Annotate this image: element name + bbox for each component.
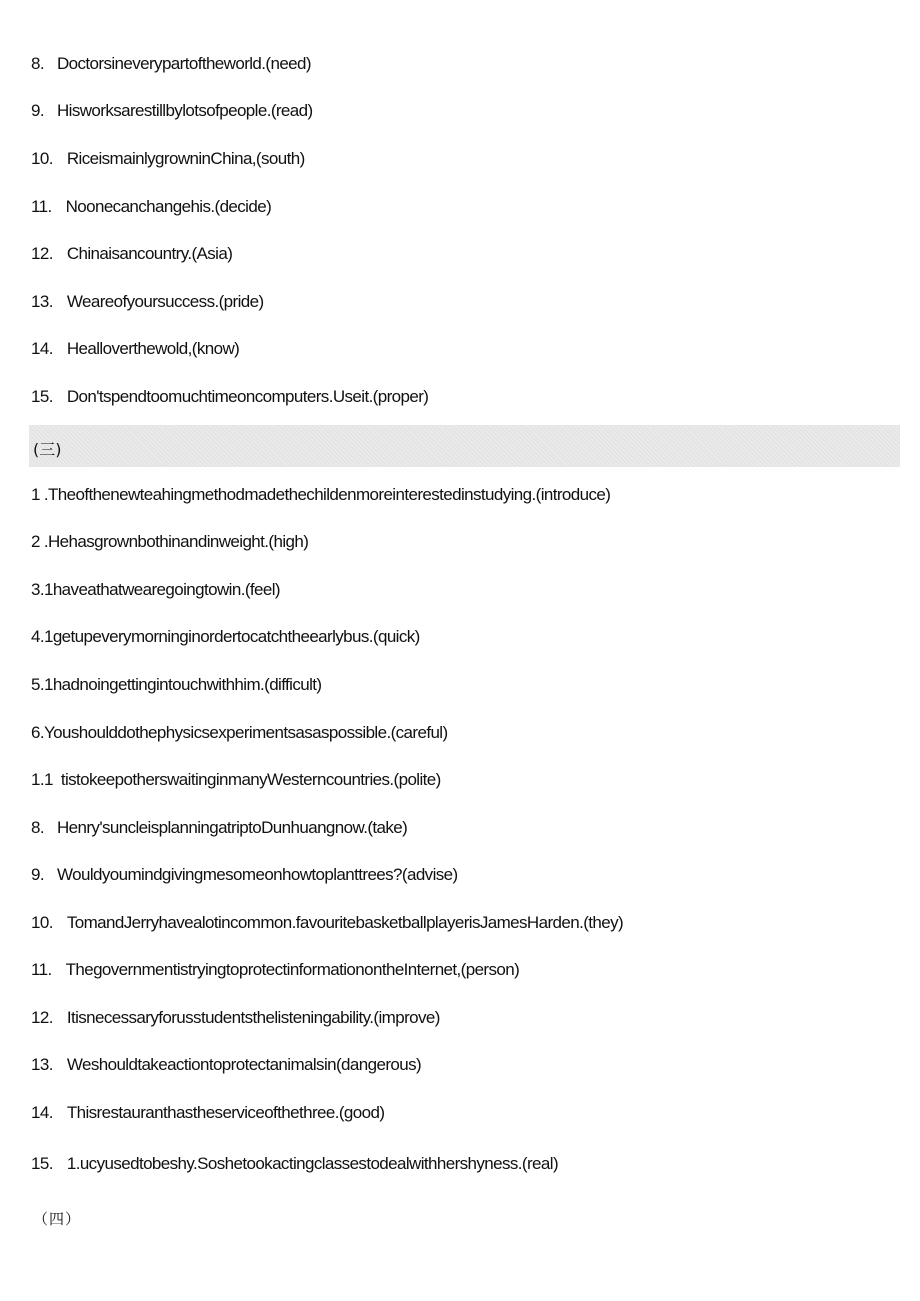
item-text: Don'tspendtoomuchtimeoncomputers.Useit.(proper) bbox=[66, 387, 429, 406]
item-text: 3.1haveathatwearegoingtowin.(feel) bbox=[31, 580, 280, 599]
item-text: RiceismainlygrowninChina,(south) bbox=[66, 149, 305, 168]
item-text: Wouldyoumindgivingmesomeonhowtoplanttrees?(advise) bbox=[56, 865, 458, 884]
item-number: 12. bbox=[31, 1008, 53, 1027]
item-number: 2 bbox=[31, 532, 40, 551]
exercise-line bbox=[31, 292, 264, 312]
exercise-line bbox=[31, 339, 239, 359]
exercise-line bbox=[31, 1154, 558, 1174]
item-number: 15. bbox=[31, 387, 53, 406]
item-number: 13. bbox=[31, 1055, 53, 1074]
item-text: Hisworksarestillbylotsofpeople.(read) bbox=[56, 101, 313, 120]
item-number: 13. bbox=[31, 292, 53, 311]
item-number: 8. bbox=[31, 54, 44, 73]
item-text: Weshouldtakeactiontoprotectanimalsin(dangerous) bbox=[66, 1055, 422, 1074]
item-number: 15. bbox=[31, 1154, 53, 1173]
exercise-line bbox=[31, 580, 280, 600]
item-text: .Theofthenewteahingmethodmadethechildenmoreinterestedinstudying.(introduce) bbox=[43, 485, 611, 504]
section-four-label: （四） bbox=[33, 1210, 82, 1228]
exercise-line bbox=[31, 1055, 421, 1075]
item-number: 11. bbox=[31, 197, 52, 216]
item-text: Henry'suncleisplanningatriptoDunhuangnow.(take) bbox=[56, 818, 408, 837]
item-number: 9. bbox=[31, 101, 44, 120]
item-text: 1.ucyusedtobeshy.Soshetookactingclassestodealwithhershyness.(real) bbox=[66, 1154, 559, 1173]
exercise-line bbox=[31, 723, 448, 743]
exercise-line bbox=[31, 485, 610, 505]
exercise-line bbox=[31, 960, 519, 980]
item-text: Healloverthewold,(know) bbox=[66, 339, 240, 358]
item-text: Doctorsineverypartoftheworld.(need) bbox=[56, 54, 311, 73]
item-number: 14. bbox=[31, 339, 53, 358]
item-number: 9. bbox=[31, 865, 44, 884]
exercise-line bbox=[31, 387, 428, 407]
item-text: TomandJerryhavealotincommon.favouritebasketballplayerisJamesHarden.(they) bbox=[66, 913, 624, 932]
exercise-line bbox=[31, 197, 271, 217]
item-text: Weareofyoursuccess.(pride) bbox=[66, 292, 264, 311]
item-text: Noonecanchangehis.(decide) bbox=[65, 197, 272, 216]
exercise-line bbox=[31, 627, 420, 647]
item-number: 11. bbox=[31, 960, 52, 979]
item-number: 10. bbox=[31, 149, 53, 168]
section-three-label: (三) bbox=[33, 440, 62, 459]
item-number: 10. bbox=[31, 913, 53, 932]
item-text: ThegovernmentistryingtoprotectinformationontheInternet,(person) bbox=[65, 960, 520, 979]
item-number: 8. bbox=[31, 818, 44, 837]
exercise-line bbox=[31, 865, 458, 885]
item-text: 4.1getupeverymorninginordertocatchtheearlybus.(quick) bbox=[31, 627, 420, 646]
item-text: Thisrestauranthastheserviceofthethree.(good) bbox=[66, 1103, 385, 1122]
item-text: Chinaisancountry.(Asia) bbox=[66, 244, 233, 263]
item-text: 6.Youshoulddothephysicsexperimentsasaspossible.(careful) bbox=[31, 723, 448, 742]
item-number: 1 bbox=[31, 485, 40, 504]
item-number: 1.1 bbox=[31, 770, 53, 789]
item-text: tistokeepotherswaitinginmanyWesterncountries.(polite) bbox=[60, 770, 441, 789]
exercise-line bbox=[31, 532, 308, 552]
item-number: 12. bbox=[31, 244, 53, 263]
exercise-line bbox=[31, 244, 232, 264]
item-number: 14. bbox=[31, 1103, 53, 1122]
exercise-line bbox=[31, 101, 313, 121]
exercise-line bbox=[31, 1103, 384, 1123]
item-text: 5.1hadnoingettingintouchwithhim.(difficult) bbox=[31, 675, 322, 694]
exercise-line bbox=[31, 770, 441, 790]
item-text: .Hehasgrownbothinandinweight.(high) bbox=[43, 532, 309, 551]
exercise-line bbox=[31, 149, 305, 169]
exercise-line bbox=[31, 54, 311, 74]
exercise-line bbox=[31, 913, 623, 933]
exercise-line bbox=[31, 1008, 440, 1028]
item-text: Itisnecessaryforusstudentsthelisteningability.(improve) bbox=[66, 1008, 440, 1027]
exercise-line bbox=[31, 818, 407, 838]
exercise-line bbox=[31, 675, 321, 695]
section-header-band bbox=[29, 425, 900, 467]
